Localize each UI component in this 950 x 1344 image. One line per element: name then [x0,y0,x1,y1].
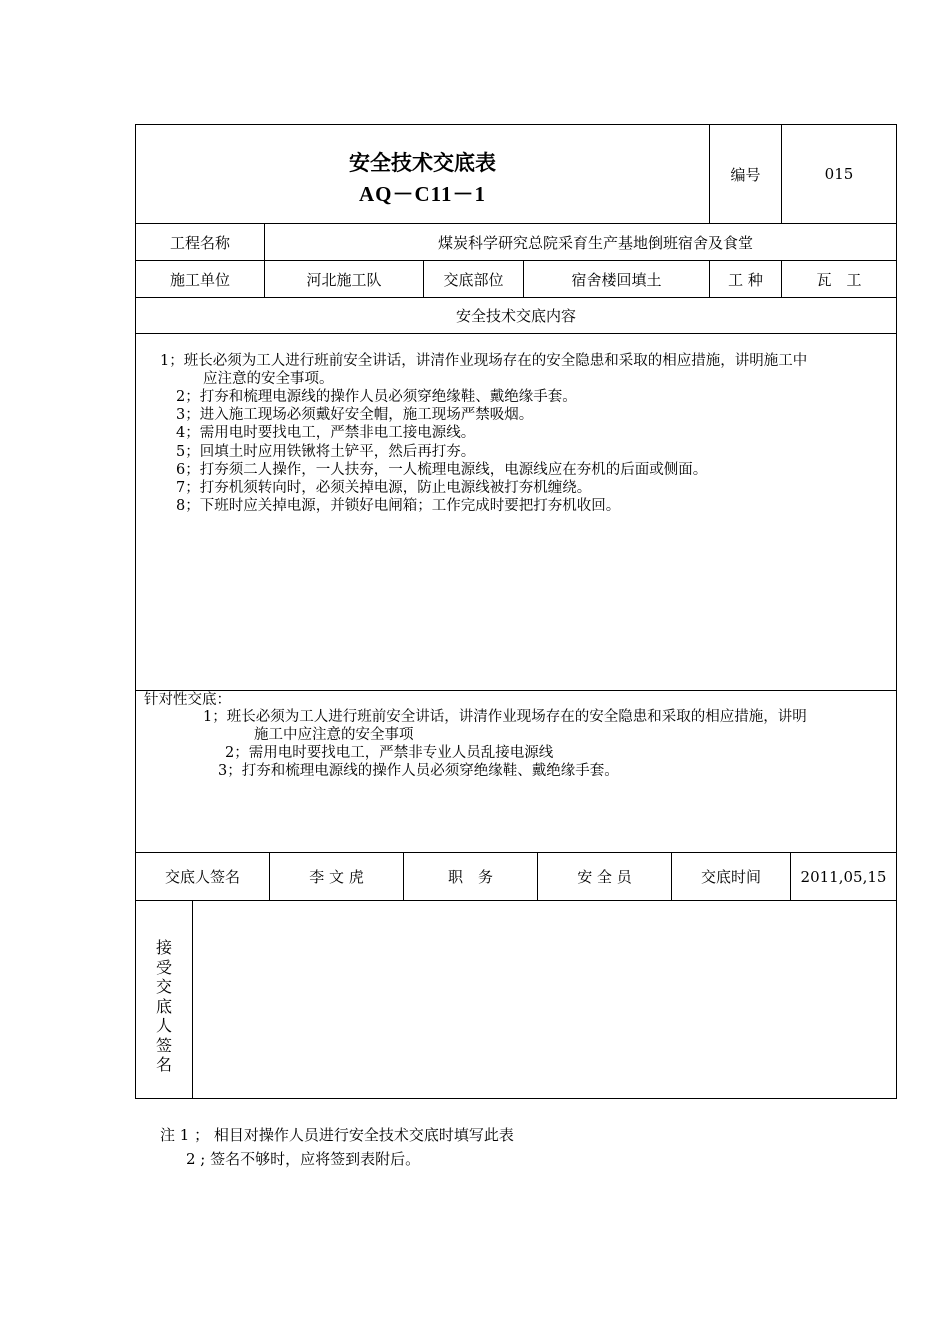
content-item-1-cont: 应注意的安全事项。 [203,371,334,387]
giver-signature-value: 李 文 虎 [309,868,364,886]
content-item-5: 5；回填土时应用铁锹将土铲平，然后再打夯。 [176,444,476,460]
project-name-value: 煤炭科学研究总院采育生产基地倒班宿舍及食堂 [437,233,753,252]
content-item-1: 1；班长必须为工人进行班前安全讲话，讲清作业现场存在的安全隐患和采取的相应措施，讲明施工中 [160,353,808,369]
construction-unit-label: 施工单位 [169,270,230,289]
position-label: 职 务 [447,868,493,886]
position-value: 安 全 员 [577,868,632,886]
table-title-block [136,147,709,208]
row-divider [135,333,897,334]
targeted-item-2: 2；需用电时要找电工，严禁非专业人员乱接电源线 [225,745,554,761]
trade-value: 瓦 工 [816,270,862,289]
disclosure-part-value: 宿舍楼回填土 [571,270,662,289]
number-label: 编号 [730,165,761,184]
table-code: AQ－C11－1 [358,182,486,206]
disclosure-time-value: 2011,05,15 [800,867,887,886]
number-value: 015 [824,165,854,183]
project-name-label: 工程名称 [169,233,230,252]
content-item-2: 2；打夯和梳理电源线的操作人员必须穿绝缘鞋、戴绝缘手套。 [176,389,577,405]
content-item-3: 3；进入施工现场必须戴好安全帽，施工现场严禁吸烟。 [176,407,534,423]
table-title: 安全技术交底表 [349,150,496,175]
receiver-signature-label: 接受交底人签名 [155,938,172,1074]
content-item-7: 7；打夯机须转向时，必须关掉电源，防止电源线被打夯机缠绕。 [176,480,592,496]
content-item-8: 8；下班时应关掉电源，并锁好电闸箱；工作完成时要把打夯机收回。 [176,498,621,514]
disclosure-part-label: 交底部位 [443,270,504,289]
construction-unit-value: 河北施工队 [306,270,382,289]
targeted-item-1: 1；班长必须为工人进行班前安全讲话，讲清作业现场存在的安全隐患和采取的相应措施，讲明 [203,709,807,725]
trade-label: 工 种 [728,270,763,289]
row-divider [135,690,897,691]
content-item-6: 6；打夯须二人操作，一人扶夯，一人梳理电源线，电源线应在夯机的后面或侧面。 [176,462,708,478]
targeted-item-1-cont: 施工中应注意的安全事项 [254,727,414,743]
content-heading: 安全技术交底内容 [455,307,576,325]
receiver-signature-area [193,901,896,1098]
giver-signature-label: 交底人签名 [164,868,240,886]
targeted-item-3: 3；打夯和梳理电源线的操作人员必须穿绝缘鞋、戴绝缘手套。 [218,763,619,779]
content-item-4: 4；需用电时要找电工，严禁非电工接电源线。 [176,425,476,441]
targeted-heading: 针对性交底： [144,692,231,708]
note-1: 注 1 ； 相目对操作人员进行安全技术交底时填写此表 [160,1126,514,1144]
note-2: 2 ; 签名不够时，应将签到表附后。 [186,1150,421,1168]
disclosure-time-label: 交底时间 [700,868,761,886]
